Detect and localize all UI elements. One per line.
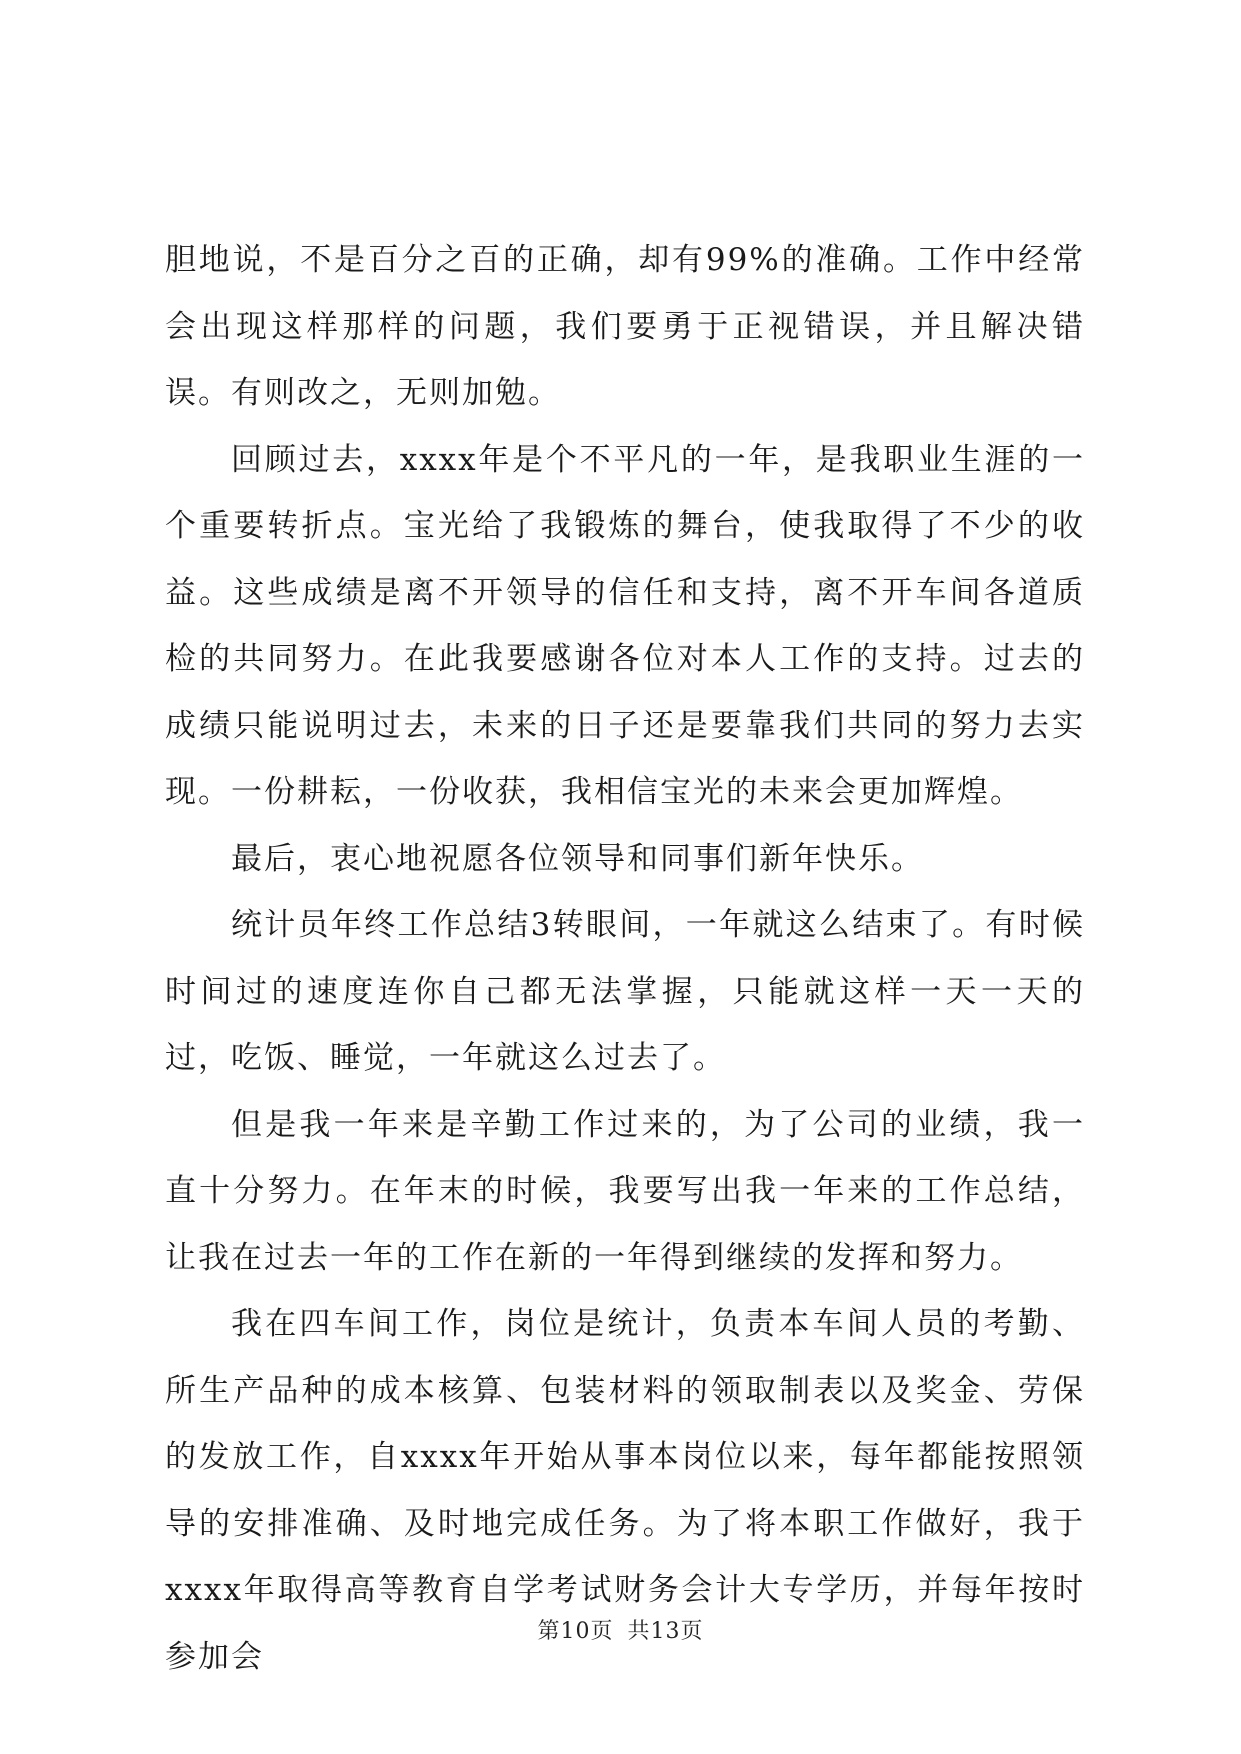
page-total: 共13页 (627, 1619, 704, 1644)
paragraph-effort: 但是我一年来是辛勤工作过来的，为了公司的业绩，我一直十分努力。在年末的时候，我要写出我一年来的工作总结，让我在过去一年的工作在新的一年得到继续的发挥和努力。 (165, 1106, 1085, 1276)
paragraph-review: 回顾过去，xxxx年是个不平凡的一年，是我职业生涯的一个重要转折点。宝光给了我锻炼的舞台，使我取得了不少的收益。这些成绩是离不开领导的信任和支持，离不开车间各道质检的共同努力。在此我要感谢各位对本人工作的支持。过去的成绩只能说明过去，未来的日子还是要靠我们共同的努力去实现。一份耕耘，一份收获，我相信宝光的未来会更加辉煌。 (165, 441, 1085, 810)
paragraph-summary-3-intro: 统计员年终工作总结3转眼间，一年就这么结束了。有时候时间过的速度连你自己都无法掌握，只能就这样一天一天的过，吃饭、睡觉，一年就这么过去了。 (165, 907, 1085, 1076)
paragraph-continuation: 胆地说，不是百分之百的正确，却有99%的准确。工作中经常会出现这样那样的问题，我们要勇于正视错误，并且解决错误。有则改之，无则加勉。 (165, 242, 1085, 411)
page-footer (0, 1614, 1241, 1645)
paragraph-closing-wishes: 最后，衷心地祝愿各位领导和同事们新年快乐。 (231, 840, 924, 877)
document-body (165, 227, 1085, 1690)
page-number: 第10页 (537, 1619, 614, 1644)
paragraph-job-duties: 我在四车间工作，岗位是统计，负责本车间人员的考勤、所生产品种的成本核算、包装材料的领取制表以及奖金、劳保的发放工作，自xxxx年开始从事本岗位以来，每年都能按照领导的安排准确、及时地完成任务。为了将本职工作做好，我于xxxx年取得高等教育自学考试财务会计大专学历，并每年按时参加会 (165, 1306, 1085, 1675)
